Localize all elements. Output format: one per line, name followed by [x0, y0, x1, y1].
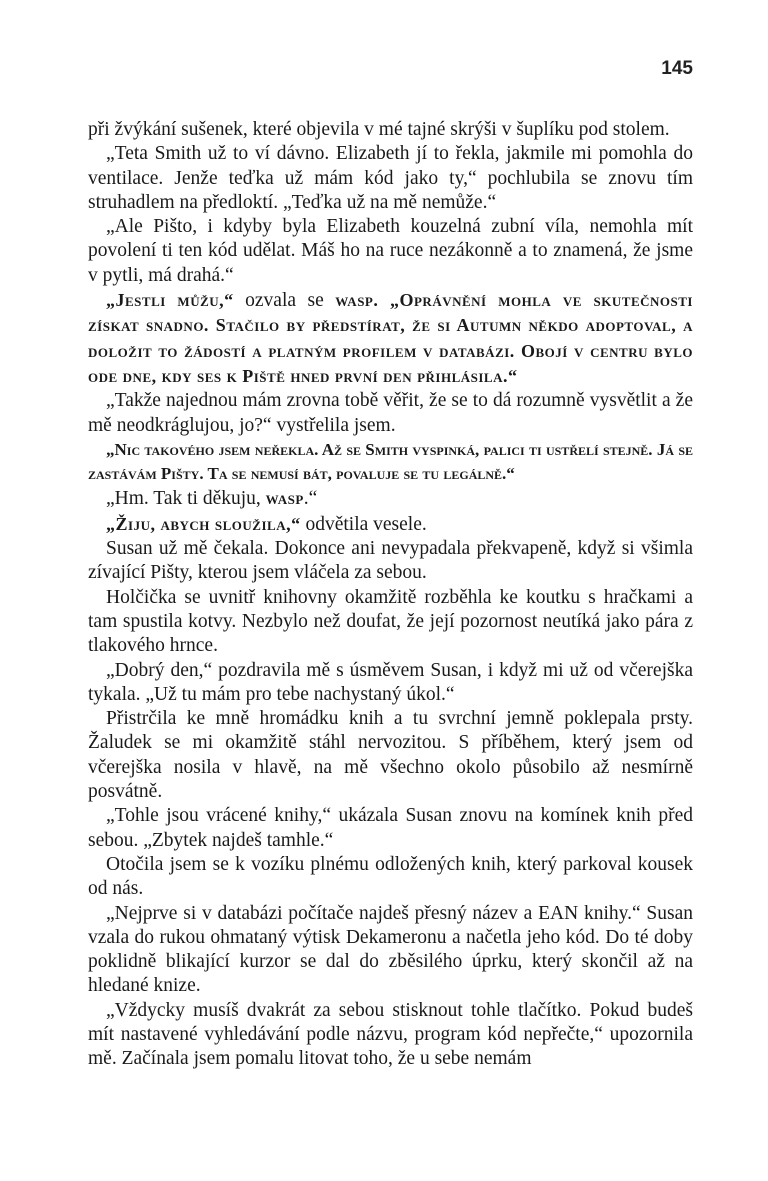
narration: .“	[303, 488, 318, 510]
wasp-name: wasp	[265, 488, 304, 509]
paragraph	[88, 486, 693, 511]
wasp-speech: „Jestli můžu,“	[106, 290, 234, 311]
paragraph-wasp-dialogue	[88, 288, 693, 389]
wasp-speech: wasp. „Oprávnění mohla ve skutečnosti získat snadno. Stačilo by předstírat, že si Autumn někdo adoptoval, a doložit to žádostí a platným profilem v databázi. Obojí v centru bylo ode dne, kdy ses k Piště hned první den přihlásila.“	[88, 290, 693, 386]
paragraph: „Dobrý den,“ pozdravila mě s úsměvem Susan, i když mi už od včerejška tykala. „Už tu mám pro tebe nachystaný úkol.“	[88, 659, 693, 705]
page-number: 145	[661, 58, 693, 79]
narration: „Hm. Tak ti děkuju,	[106, 488, 266, 510]
paragraph: při žvýkání sušenek, které objevila v mé tajné skrýši v šuplíku pod stolem.	[88, 119, 670, 140]
wasp-speech: „Žiju, abych sloužila,“	[106, 513, 301, 534]
paragraph-wasp-dialogue	[88, 512, 693, 537]
paragraph: „Tohle jsou vrácené knihy,“ ukázala Susan znovu na komínek knih před sebou. „Zbytek najdeš tamhle.“	[88, 805, 693, 851]
paragraph: „Nejprve si v databázi počítače najdeš přesný název a EAN knihy.“ Susan vzala do rukou ohmataný výtisk Dekameronu a načetla jeho kód. Do té doby poklidně blikající kurzor se dal do zběsilého úprku, který skončil až na hledané knize.	[88, 902, 693, 997]
narration: ozvala se	[233, 290, 336, 312]
narration: odvětila vesele.	[300, 513, 427, 535]
paragraph: Otočila jsem se k vozíku plnému odložených knih, který parkoval kousek od nás.	[88, 853, 693, 900]
paragraph-wasp-dialogue: „Nic takového jsem neřekla. Až se Smith vyspinká, palici ti ustřelí stejně. Já se zastávám Pišty. Ta se nemusí bát, povaluje se tu legálně.“	[88, 439, 693, 484]
paragraph: „Ale Pišto, i kdyby byla Elizabeth kouzelná zubní víla, nemohla mít povolení ti ten kód udělat. Máš ho na ruce nezákonně a to znamená, že jsme v pytli, má drahá.“	[88, 216, 693, 286]
paragraph: Susan už mě čekala. Dokonce ani nevypadala překvapeně, když si všimla zívající Pišty, kterou jsem vláčela za sebou.	[88, 538, 693, 584]
paragraph: „Teta Smith už to ví dávno. Elizabeth jí to řekla, jakmile mi pomohla do ventilace. Jenže teďka už mám kód jako ty,“ pochlubila se znovu tím struhadlem na předloktí. „Teďka už na mě nemůže.“	[88, 143, 693, 213]
paragraph: Přistrčila ke mně hromádku knih a tu svrchní jemně poklepala prsty. Žaludek se mi okamžitě stáhl nervozitou. S příběhem, který jsem od včerejška nosila v hlavě, na mě všechno okolo působilo až nesmírně posvátně.	[88, 708, 693, 803]
paragraph: „Vždycky musíš dvakrát za sebou stisknout tohle tlačítko. Pokud budeš mít nastavené vyhledávání podle názvu, program kód nepřečte,“ upozornila mě. Začínala jsem pomalu litovat toho, že u sebe nemám	[88, 999, 693, 1070]
paragraph: „Takže najednou mám zrovna tobě věřit, že se to dá rozumně vysvětlit a že mě neodkráglujou, jo?“ vystřelila jsem.	[88, 390, 693, 436]
book-text	[88, 118, 693, 1072]
paragraph: Holčička se uvnitř knihovny okamžitě rozběhla ke koutku s hračkami a tam spustila kotvy. Nezbylo než doufat, že její pozornost neutíká jako pára z tlakového hrnce.	[88, 586, 693, 657]
